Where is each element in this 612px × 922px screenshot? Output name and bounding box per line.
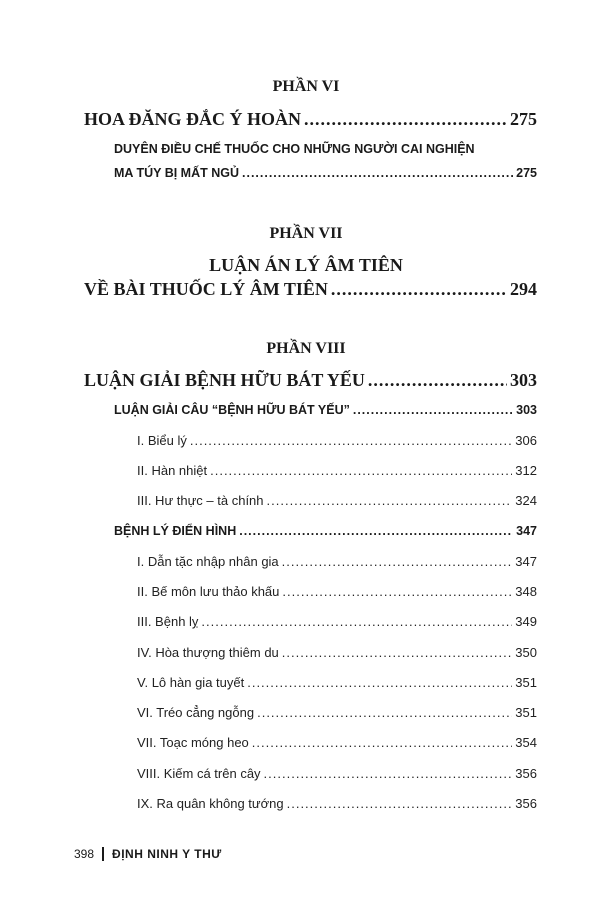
- toc-entry-page: 350: [515, 645, 537, 660]
- book-title: ĐỊNH NINH Y THƯ: [112, 847, 222, 861]
- toc-entry[interactable]: [84, 279, 537, 300]
- footer-divider: [102, 847, 104, 861]
- dot-leader: [190, 433, 512, 448]
- toc-entry-label: MA TÚY BỊ MẤT NGỦ: [114, 166, 239, 180]
- dot-leader: [287, 796, 513, 811]
- toc-entry-page: 275: [510, 109, 537, 129]
- dot-leader: [282, 645, 513, 660]
- dot-leader: [252, 735, 513, 750]
- toc-entry-page: 275: [516, 166, 537, 180]
- toc-entry-page: 303: [516, 403, 537, 417]
- toc-entry-page: 347: [516, 524, 537, 538]
- toc-item[interactable]: [137, 433, 537, 448]
- toc-entry-page: 347: [515, 554, 537, 569]
- dot-leader: [353, 403, 513, 417]
- toc-entry-label: III. Bệnh lỵ: [137, 614, 199, 629]
- toc-entry-page: 348: [515, 584, 537, 599]
- part-title: PHẦN VII: [269, 225, 343, 242]
- dot-leader: [282, 554, 513, 569]
- dot-leader: [331, 279, 507, 300]
- page-number: 398: [74, 847, 95, 861]
- toc-entry-label: V. Lô hàn gia tuyết: [137, 675, 245, 690]
- part-title: PHẦN VI: [272, 78, 340, 95]
- toc-entry-label: IX. Ra quân không tướng: [137, 796, 284, 811]
- toc-entry-page: 312: [515, 463, 537, 478]
- page-footer: [74, 847, 222, 861]
- toc-item[interactable]: [137, 645, 537, 660]
- toc-entry[interactable]: [84, 370, 537, 391]
- toc-entry-label: BỆNH LÝ ĐIỂN HÌNH: [114, 524, 237, 538]
- toc-entry-page: 324: [515, 493, 537, 508]
- dot-leader: [304, 109, 507, 130]
- toc-entry-label: LUẬN GIẢI BỆNH HỮU BÁT YẾU: [84, 370, 365, 390]
- toc-entry-line[interactable]: LUẬN ÁN LÝ ÂM TIÊN: [209, 255, 403, 275]
- toc-item[interactable]: [137, 493, 537, 508]
- toc-entry-label: VII. Toạc móng heo: [137, 735, 249, 750]
- toc-entry-page: 356: [515, 766, 537, 781]
- toc-section[interactable]: [114, 524, 537, 538]
- dot-leader: [264, 766, 513, 781]
- toc-item[interactable]: [137, 463, 537, 478]
- toc-entry-page: 294: [510, 279, 537, 299]
- toc-item[interactable]: [137, 554, 537, 569]
- toc-entry-label: I. Biểu lý: [137, 433, 187, 448]
- toc-subentry[interactable]: [114, 166, 537, 180]
- dot-leader: [267, 493, 513, 508]
- toc-entry-page: 351: [515, 675, 537, 690]
- toc-item[interactable]: [137, 735, 537, 750]
- toc-entry-page: 351: [515, 705, 537, 720]
- toc-entry-label: LUẬN GIẢI CÂU “BỆNH HỮU BÁT YẾU”: [114, 403, 350, 417]
- toc-section[interactable]: [114, 403, 537, 417]
- toc-entry-label: VIII. Kiếm cá trên cây: [137, 766, 261, 781]
- toc-item[interactable]: [137, 675, 537, 690]
- toc-entry-label: IV. Hòa thượng thiêm du: [137, 645, 279, 660]
- dot-leader: [210, 463, 512, 478]
- dot-leader: [257, 705, 512, 720]
- dot-leader: [242, 166, 513, 180]
- toc-entry-page: 306: [515, 433, 537, 448]
- toc-entry-label: II. Hàn nhiệt: [137, 463, 208, 478]
- toc-entry-label: III. Hư thực – tà chính: [137, 493, 264, 508]
- dot-leader: [239, 524, 513, 538]
- toc-item[interactable]: [137, 796, 537, 811]
- toc-entry-page: 303: [510, 370, 537, 390]
- toc-item[interactable]: [137, 584, 537, 599]
- toc-item[interactable]: [137, 705, 537, 720]
- dot-leader: [282, 584, 512, 599]
- toc-entry-page: 356: [515, 796, 537, 811]
- toc-item[interactable]: [137, 614, 537, 629]
- toc-entry[interactable]: [84, 109, 537, 130]
- dot-leader: [201, 614, 512, 629]
- toc-subentry-line[interactable]: DUYÊN ĐIỀU CHẾ THUỐC CHO NHỮNG NGƯỜI CAI NGHIỆN: [114, 142, 475, 156]
- part-title: PHẦN VIII: [266, 340, 346, 357]
- toc-entry-label: II. Bế môn lưu thảo khấu: [137, 584, 280, 599]
- dot-leader: [247, 675, 512, 690]
- toc-entry-page: 354: [515, 735, 537, 750]
- dot-leader: [368, 370, 507, 391]
- toc-entry-page: 349: [515, 614, 537, 629]
- toc-entry-label: HOA ĐĂNG ĐẮC Ý HOÀN: [84, 109, 302, 129]
- toc-entry-label: I. Dẫn tặc nhập nhân gia: [137, 554, 279, 569]
- toc-entry-label: VỀ BÀI THUỐC LÝ ÂM TIÊN: [84, 279, 328, 299]
- toc-item[interactable]: [137, 766, 537, 781]
- toc-entry-label: VI. Tréo cẳng ngỗng: [137, 705, 255, 720]
